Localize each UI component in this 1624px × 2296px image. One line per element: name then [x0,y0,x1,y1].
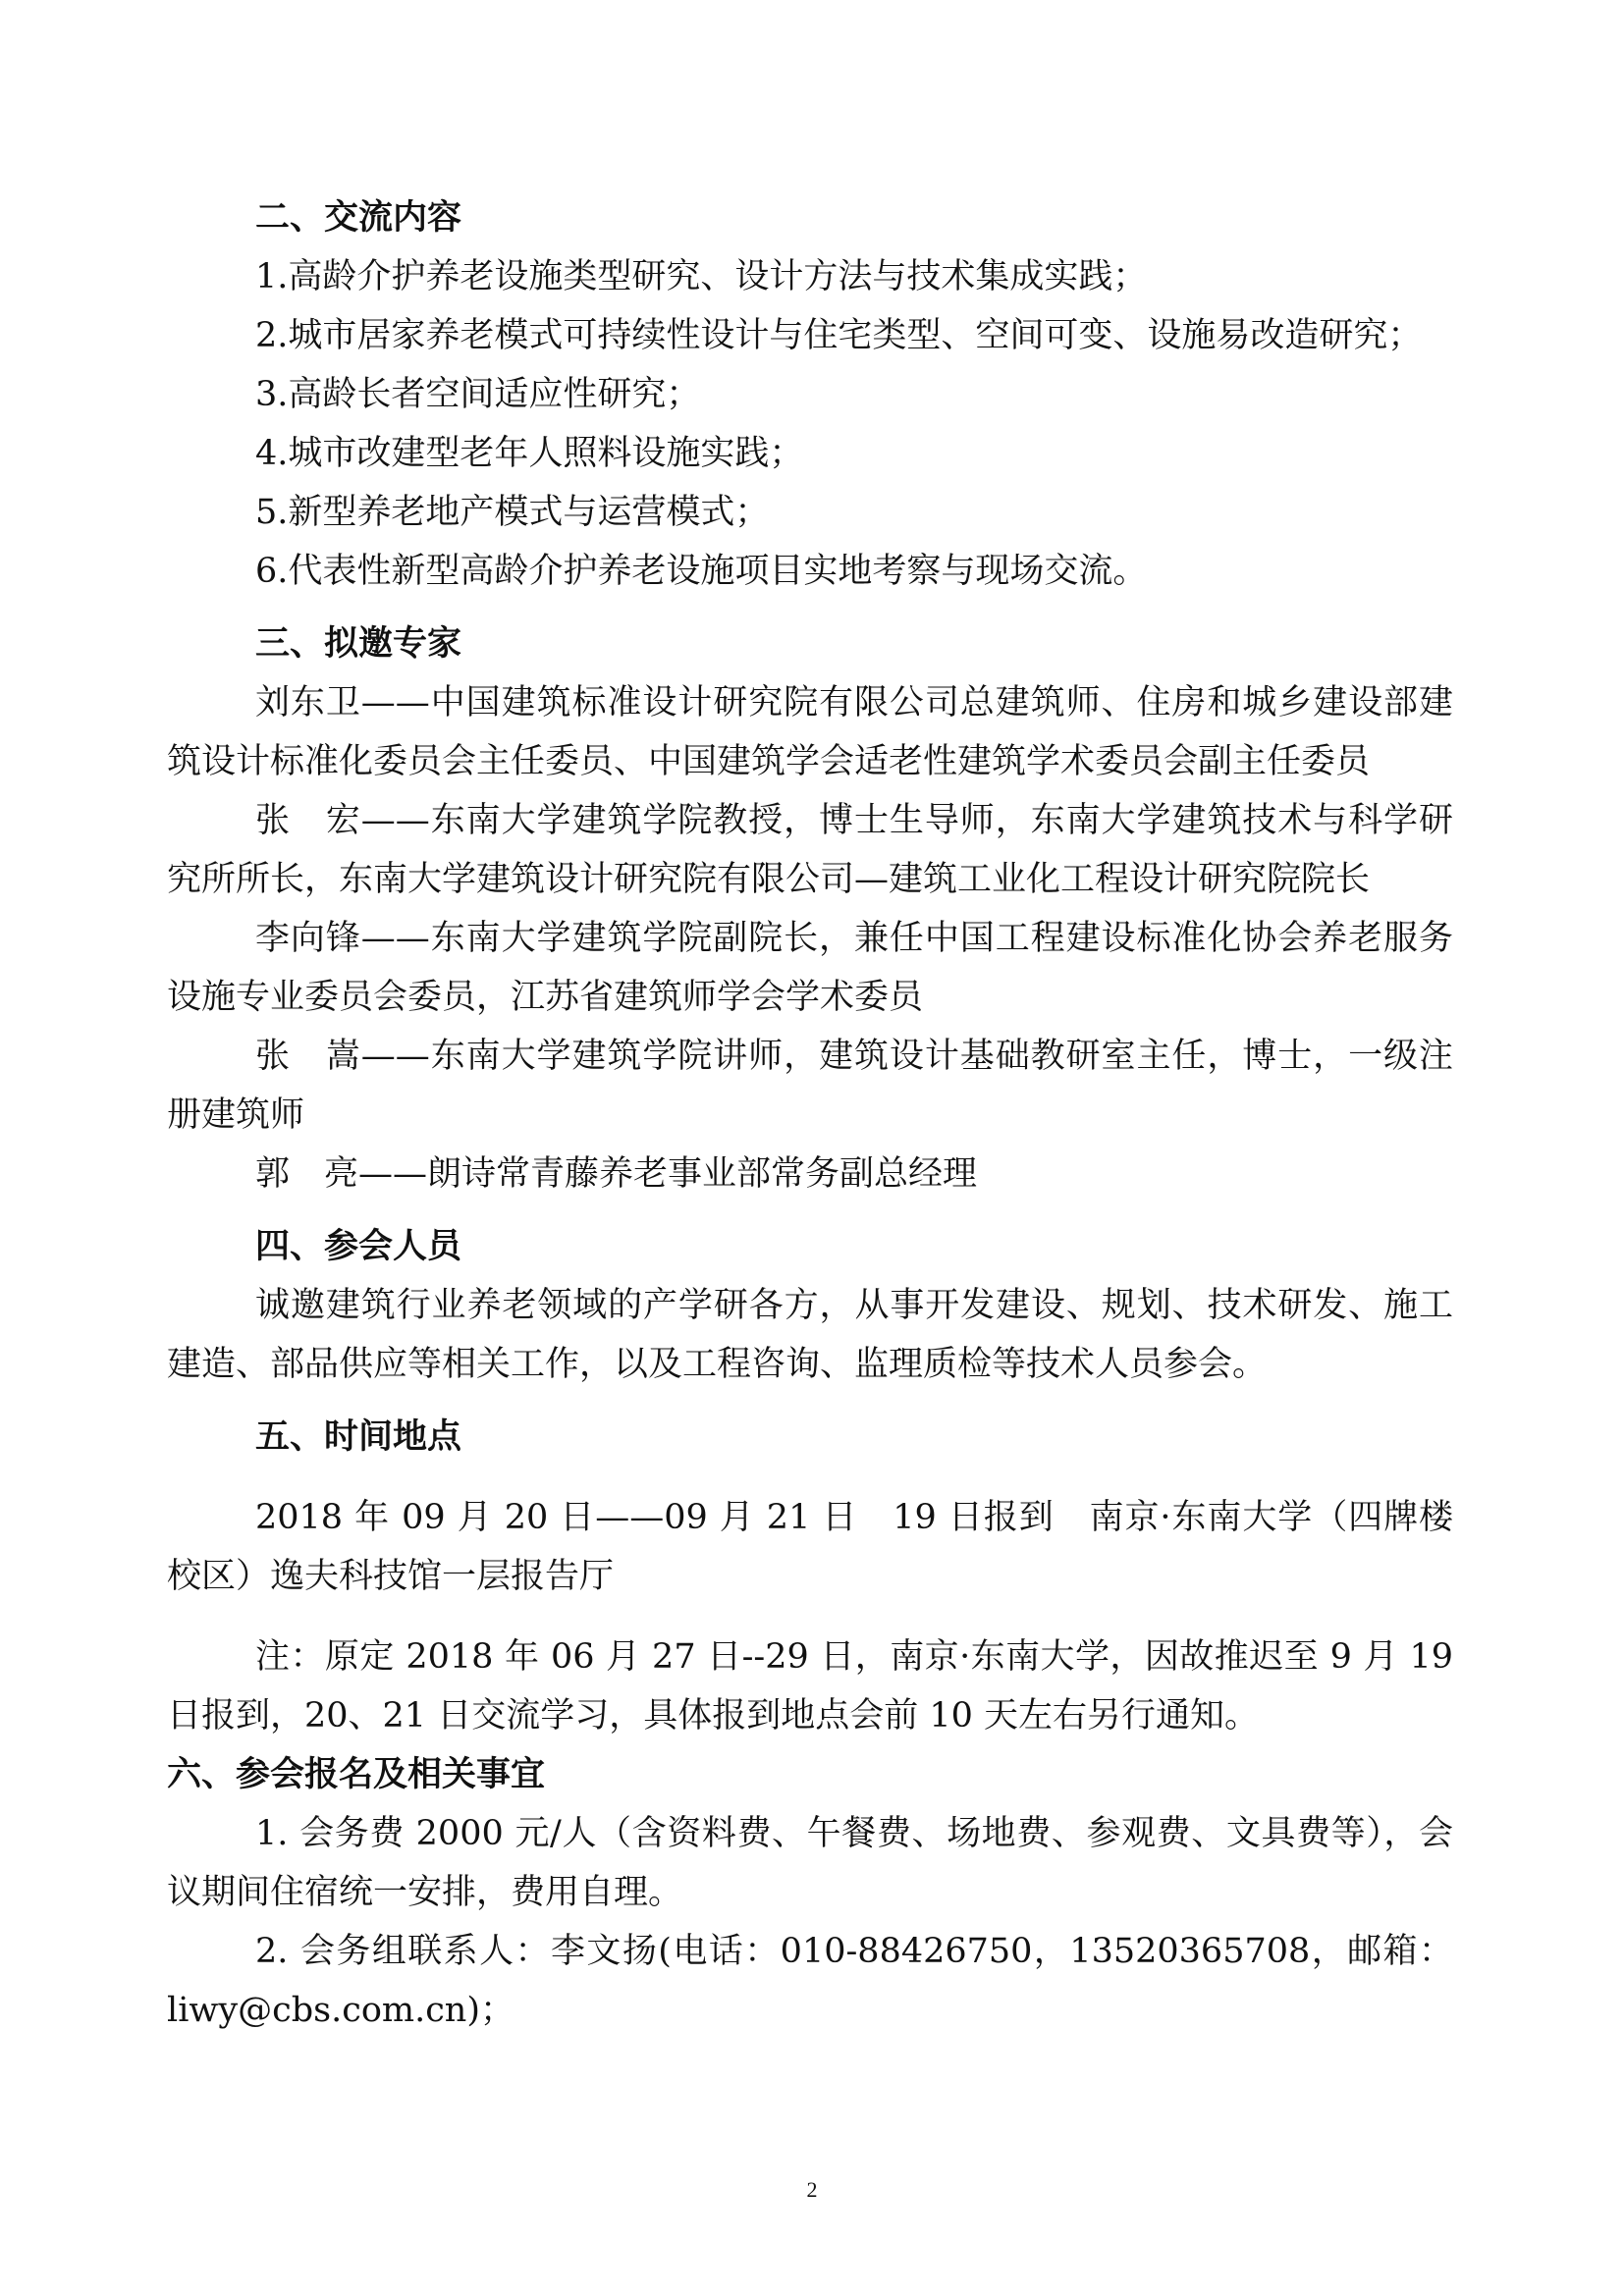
section-heading-registration: 六、参会报名及相关事宜 [167,1754,546,1794]
time-place-note: 注：原定 2018 年 06 月 27 日--29 日，南京·东南大学，因故推迟至 9 月 19 日报到，20、21 日交流学习，具体报到地点会前 10 天左右另行通知。 [167,1637,1453,1735]
document-body [167,188,1453,2040]
participants-text: 诚邀建筑行业养老领域的产学研各方，从事开发建设、规划、技术研发、施工建造、部品供应等相关工作，以及工程咨询、监理质检等技术人员参会。 [167,1286,1453,1384]
section-heading-time-place: 五、时间地点 [255,1416,462,1457]
expert-entry: 张 宏——东南大学建筑学院教授，博士生导师，东南大学建筑技术与科学研究所所长，东南大学建筑设计研究院有限公司—建筑工业化工程设计研究院院长 [167,801,1453,899]
exchange-item: 2.城市居家养老模式可持续性设计与住宅类型、空间可变、设施易改造研究； [255,316,1423,355]
exchange-item: 1.高龄介护养老设施类型研究、设计方法与技术集成实践； [255,257,1148,296]
expert-entry: 张 嵩——东南大学建筑学院讲师，建筑设计基础教研室主任，博士，一级注册建筑师 [167,1037,1453,1135]
section-heading-experts: 三、拟邀专家 [255,623,462,664]
expert-entry: 李向锋——东南大学建筑学院副院长，兼任中国工程建设标准化协会养老服务设施专业委员会委员，江苏省建筑师学会学术委员 [167,919,1453,1017]
page-number: 2 [806,2177,818,2202]
registration-item: 1. 会务费 2000 元/人（含资料费、午餐费、场地费、参观费、文具费等），会议期间住宿统一安排，费用自理。 [167,1814,1453,1912]
time-place-text: 2018 年 09 月 20 日——09 月 21 日 19 日报到 南京·东南大学（四牌楼校区）逸夫科技馆一层报告厅 [167,1498,1453,1596]
expert-entry: 郭 亮——朗诗常青藤养老事业部常务副总经理 [255,1154,978,1194]
exchange-item: 6.代表性新型高龄介护养老设施项目实地考察与现场交流。 [255,552,1148,591]
section-heading-exchange: 二、交流内容 [255,197,462,238]
section-heading-participants: 四、参会人员 [255,1226,462,1266]
exchange-item: 3.高龄长者空间适应性研究； [255,375,701,414]
expert-entry: 刘东卫——中国建筑标准设计研究院有限公司总建筑师、住房和城乡建设部建筑设计标准化委员会主任委员、中国建筑学会适老性建筑学术委员会副主任委员 [167,683,1453,781]
exchange-item: 5.新型养老地产模式与运营模式； [255,493,770,532]
exchange-item: 4.城市改建型老年人照料设施实践； [255,434,804,473]
registration-item: 2. 会务组联系人：李文扬(电话：010-88426750，13520365708，邮箱：liwy@cbs.com.cn)； [167,1932,1453,2030]
